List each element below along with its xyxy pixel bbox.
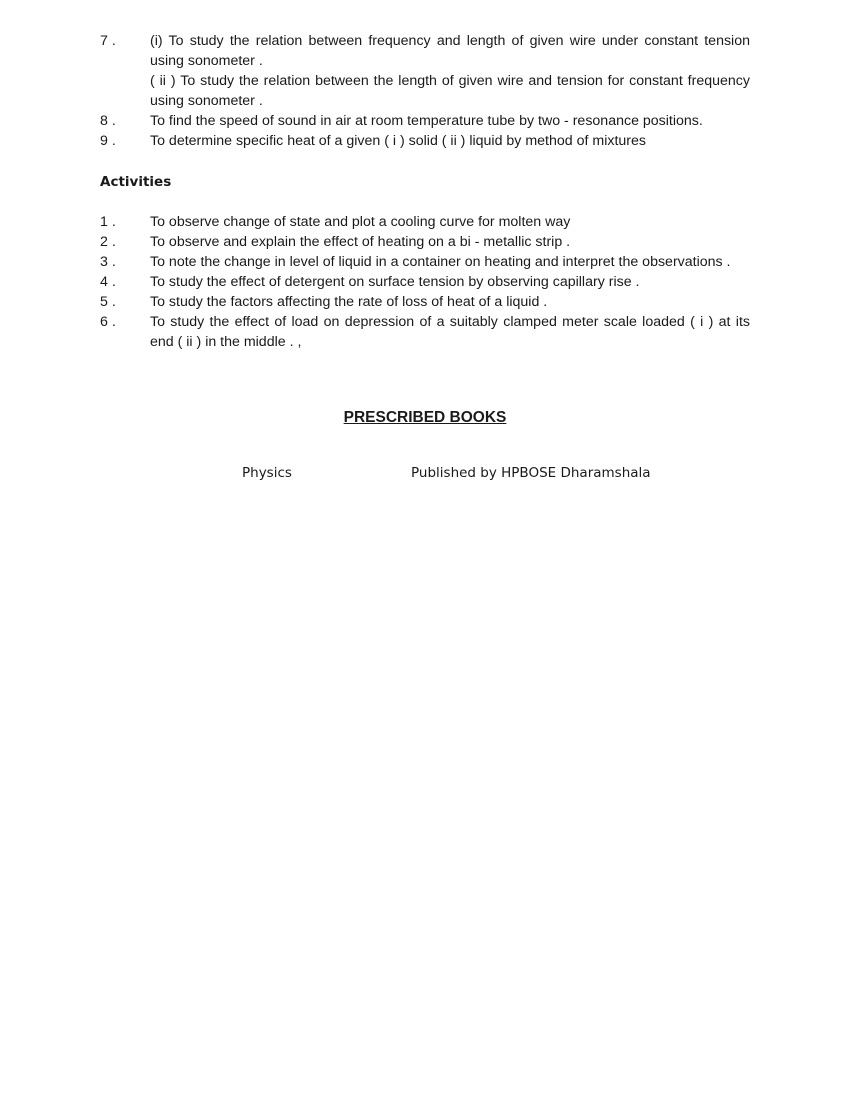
item-text: To study the effect of detergent on surface tension by observing capillary rise . — [150, 274, 640, 290]
list-item — [100, 212, 750, 232]
item-number: 5 . — [100, 294, 116, 310]
item-number: 9 . — [100, 133, 116, 149]
item-number: 1 . — [100, 214, 116, 230]
list-item — [100, 232, 750, 252]
experiment-list — [100, 31, 750, 151]
item-number: 4 . — [100, 274, 116, 290]
item-text: To find the speed of sound in air at room temperature tube by two - resonance positions. — [150, 113, 703, 129]
list-item — [100, 31, 750, 111]
item-number: 8 . — [100, 113, 116, 129]
item-number: 6 . — [100, 314, 116, 330]
list-item — [100, 312, 750, 352]
item-part: ( ii ) To study the relation between the length of given wire and tension for constant frequency using sonometer . — [150, 73, 750, 109]
book-publisher: Published by HPBOSE Dharamshala — [411, 465, 651, 481]
list-item — [100, 131, 750, 151]
list-item — [100, 252, 750, 272]
item-text: To observe change of state and plot a cooling curve for molten way — [150, 214, 571, 230]
item-number: 2 . — [100, 234, 116, 250]
item-text: To determine specific heat of a given ( i ) solid ( ii ) liquid by method of mixtures — [150, 133, 646, 149]
item-text: To note the change in level of liquid in a container on heating and interpret the observations . — [150, 254, 731, 270]
item-text: To observe and explain the effect of heating on a bi - metallic strip . — [150, 234, 571, 250]
item-text — [150, 31, 750, 111]
item-part: (i) To study the relation between frequency and length of given wire under constant tension using sonometer . — [150, 33, 750, 69]
activity-list — [100, 212, 750, 352]
item-number: 7 . — [100, 33, 116, 49]
activities-heading: Activities — [100, 174, 172, 190]
list-item — [100, 292, 750, 312]
item-text: To study the effect of load on depression of a suitably clamped meter scale loaded ( i ) at its end ( ii ) in the middle . , — [150, 314, 750, 350]
list-item — [100, 111, 750, 131]
item-text: To study the factors affecting the rate of loss of heat of a liquid . — [150, 294, 548, 310]
list-item — [100, 272, 750, 292]
item-number: 3 . — [100, 254, 116, 270]
prescribed-books-heading: PRESCRIBED BOOKS — [343, 409, 507, 426]
book-subject: Physics — [242, 465, 292, 481]
